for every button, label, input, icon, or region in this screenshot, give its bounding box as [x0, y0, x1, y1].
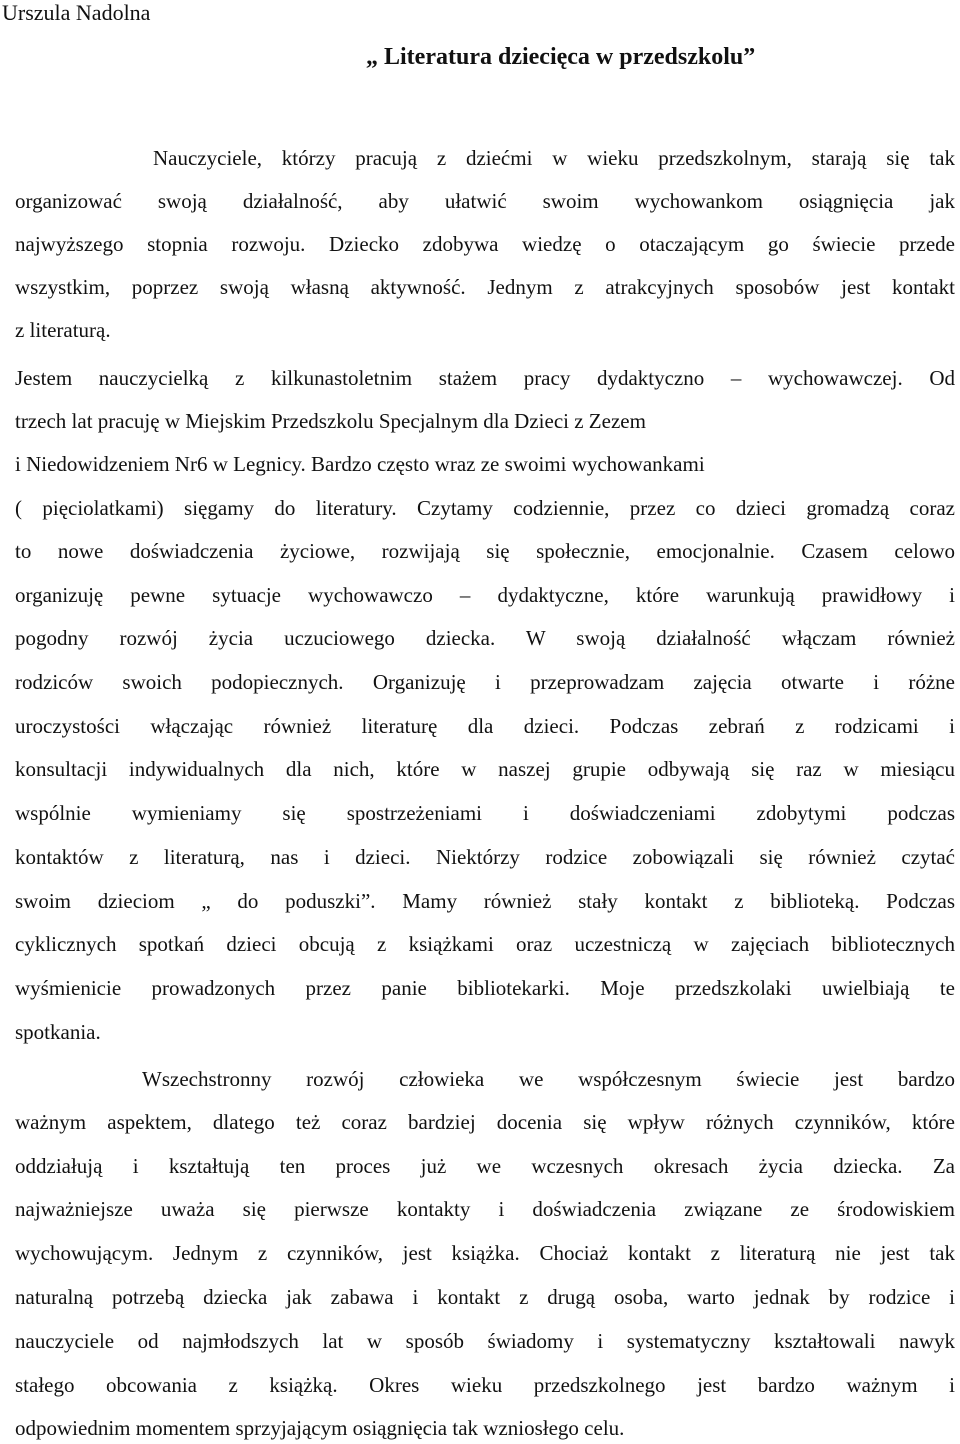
paragraph-3-line-6: naturalną potrzebą dziecka jak zabawa i kontakt z drugą osoba, warto jednak by rodzice i [15, 1285, 955, 1309]
paragraph-2-line-2: trzech lat pracuję w Miejskim Przedszkolu Specjalnym dla Dzieci z Zezem [15, 409, 646, 433]
paragraph-2-line-16: spotkania. [15, 1020, 101, 1044]
paragraph-2-line-8: rodziców swoich podopiecznych. Organizuję i przeprowadzam zajęcia otwarte i różne [15, 670, 955, 694]
paragraph-1-line-4: wszystkim, poprzez swoją własną aktywność. Jednym z atrakcyjnych sposobów jest kontakt [15, 275, 955, 299]
paragraph-2-line-10: konsultacji indywidualnych dla nich, które w naszej grupie odbywają się raz w miesiącu [15, 757, 955, 781]
paragraph-2-line-5: to nowe doświadczenia życiowe, rozwijają się społecznie, emocjonalnie. Czasem celowo [15, 539, 955, 563]
paragraph-2-line-13: swoim dzieciom „ do poduszki”. Mamy również stały kontakt z biblioteką. Podczas [15, 889, 955, 913]
paragraph-1-line-1: Nauczyciele, którzy pracują z dziećmi w wieku przedszkolnym, starają się tak [153, 146, 955, 170]
paragraph-1-line-3: najwyższego stopnia rozwoju. Dziecko zdobywa wiedzę o otaczającym go świecie przede [15, 232, 955, 256]
document-title: „ Literatura dziecięca w przedszkolu” [366, 44, 756, 70]
paragraph-3-line-8: stałego obcowania z książką. Okres wieku przedszkolnego jest bardzo ważnym i [15, 1373, 955, 1397]
paragraph-3-line-2: ważnym aspektem, dlatego też coraz bardziej docenia się wpływ różnych czynników, które [15, 1110, 955, 1134]
paragraph-2-line-7: pogodny rozwój życia uczuciowego dziecka. W swoją działalność włączam również [15, 626, 955, 650]
paragraph-3-line-7: nauczyciele od najmłodszych lat w sposób świadomy i systematyczny kształtowali nawyk [15, 1329, 955, 1353]
paragraph-2-line-14: cyklicznych spotkań dzieci obcują z książkami oraz uczestniczą w zajęciach bibliotecznych [15, 932, 955, 956]
paragraph-2-line-1: Jestem nauczycielką z kilkunastoletnim stażem pracy dydaktyczno – wychowawczej. Od [15, 366, 955, 390]
paragraph-2-line-11: wspólnie wymieniamy się spostrzeżeniami i doświadczeniami zdobytymi podczas [15, 801, 955, 825]
paragraph-3-line-9: odpowiednim momentem sprzyjającym osiągnięcia tak wzniosłego celu. [15, 1416, 625, 1440]
paragraph-2-line-9: uroczystości włączając również literaturę dla dzieci. Podczas zebrań z rodzicami i [15, 714, 955, 738]
paragraph-3-line-4: najważniejsze uważa się pierwsze kontakty i doświadczenia związane ze środowiskiem [15, 1197, 955, 1221]
paragraph-3-line-1: Wszechstronny rozwój człowieka we współczesnym świecie jest bardzo [142, 1067, 955, 1091]
paragraph-2-line-6: organizuję pewne sytuacje wychowawczo – dydaktyczne, które warunkują prawidłowy i [15, 583, 955, 607]
paragraph-2-line-4: ( pięciolatkami) sięgamy do literatury. Czytamy codziennie, przez co dzieci gromadzą coraz [15, 496, 955, 520]
paragraph-1-line-2: organizować swoją działalność, aby ułatwić swoim wychowankom osiągnięcia jak [15, 189, 955, 213]
paragraph-2-line-3: i Niedowidzeniem Nr6 w Legnicy. Bardzo często wraz ze swoimi wychowankami [15, 452, 705, 476]
paragraph-2-line-15: wyśmienicie prowadzonych przez panie bibliotekarki. Moje przedszkolaki uwielbiają te [15, 976, 955, 1000]
paragraph-2-line-12: kontaktów z literaturą, nas i dzieci. Niektórzy rodzice zobowiązali się również czytać [15, 845, 955, 869]
paragraph-1-line-5: z literaturą. [15, 318, 111, 342]
paragraph-3-line-3: oddziałują i kształtują ten proces już we wczesnych okresach życia dziecka. Za [15, 1154, 955, 1178]
author-name: Urszula Nadolna [2, 0, 151, 25]
paragraph-3-line-5: wychowującym. Jednym z czynników, jest książka. Chociaż kontakt z literaturą nie jest tak [15, 1241, 955, 1265]
